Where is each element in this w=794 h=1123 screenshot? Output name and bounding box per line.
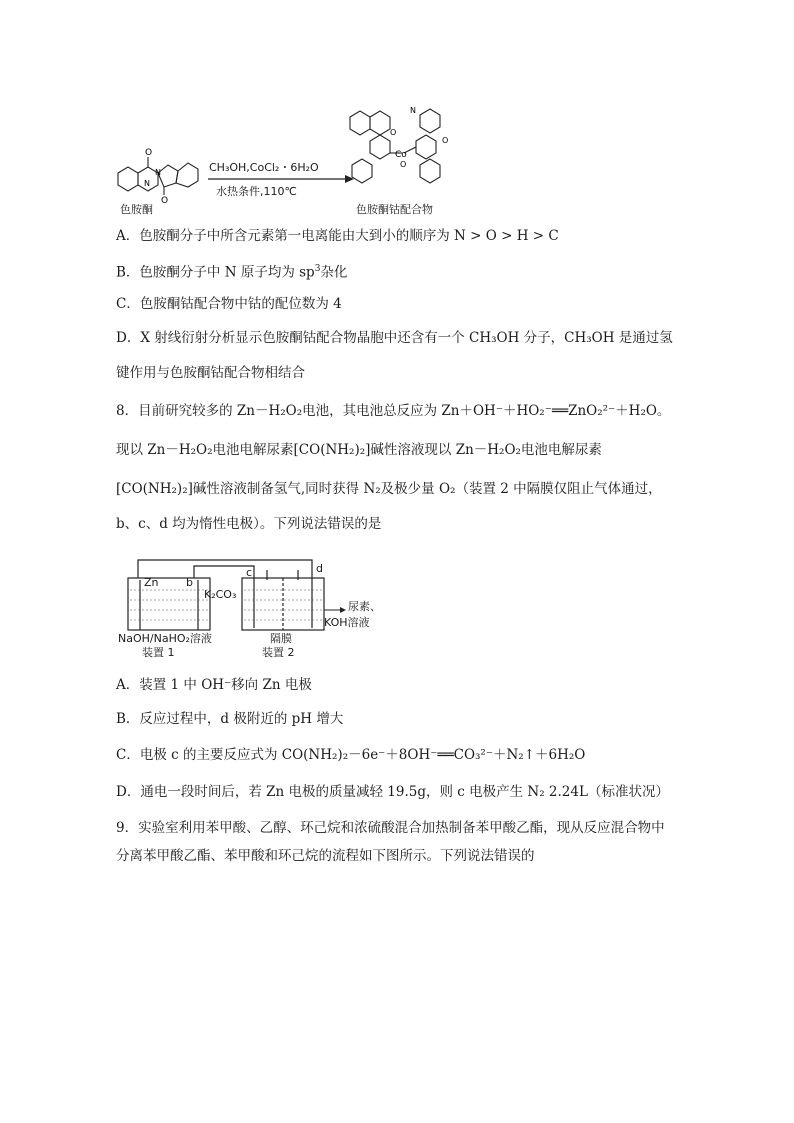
reactant-five-ring bbox=[158, 165, 178, 187]
label-membrane: 隔膜 bbox=[270, 632, 292, 645]
q7-option-b-tail: 杂化 bbox=[320, 264, 348, 281]
product-ring-a bbox=[350, 111, 370, 135]
reactant-n2: N bbox=[155, 168, 161, 177]
reaction-condition-top: CH₃OH,CoCl₂・6H₂O bbox=[209, 161, 319, 174]
q8-option-c: C．电极 c 的主要反应式为 CO(NH₂)₂－6e⁻＋8OH⁻══CO₃²⁻＋N₂↑＋6H₂O bbox=[116, 747, 586, 763]
reactant-o-bottom: O bbox=[161, 196, 169, 206]
q9-stem-line1: 9．实验室利用苯甲酸、乙醇、环己烷和浓硫酸混合加热制备苯甲酸乙酯，现从反应混合物中 bbox=[116, 820, 665, 836]
reactant-o-top: O bbox=[145, 148, 153, 158]
q8-stem-line2: 现以 Zn－H₂O₂电池电解尿素[CO(NH₂)₂]碱性溶液现以 Zn－H₂O₂电池电解尿素 bbox=[116, 442, 602, 458]
label-left-solution: NaOH/NaHO₂溶液 bbox=[118, 632, 212, 645]
label-device1: 装置 1 bbox=[142, 646, 175, 659]
wire-b-to-c bbox=[194, 566, 254, 578]
label-k2co3: K₂CO₃ bbox=[204, 588, 237, 601]
label-c: c bbox=[246, 566, 253, 579]
product-ring-g bbox=[420, 159, 440, 183]
product-label: 色胺酮钴配合物 bbox=[356, 203, 433, 216]
product-ring-c bbox=[370, 135, 390, 159]
q9-stem-line2: 分离苯甲酸乙酯、苯甲酸和环己烷的流程如下图所示。下列说法错误的 bbox=[116, 848, 535, 864]
label-koh: KOH溶液 bbox=[324, 616, 370, 629]
q8-option-d: D．通电一段时间后，若 Zn 电极的质量减轻 19.5g，则 c 电极产生 N₂ 2.24L（标准状况） bbox=[116, 784, 669, 800]
product-o1: O bbox=[390, 128, 397, 137]
label-b: b bbox=[186, 576, 193, 589]
product-ring-f bbox=[416, 135, 436, 159]
inlet-arrowhead bbox=[340, 607, 346, 613]
q7-option-b-text: B．色胺酮分子中 N 原子均为 sp bbox=[116, 264, 315, 281]
product-ring-e bbox=[420, 109, 440, 133]
product-n: N bbox=[410, 106, 416, 115]
q8-stem-line1: 8．目前研究较多的 Zn－H₂O₂电池，其电池总反应为 Zn＋OH⁻＋HO₂⁻══ZnO₂²⁻＋H₂O。 bbox=[116, 403, 671, 419]
q8-stem-line3: [CO(NH₂)₂]碱性溶液制备氢气,同时获得 N₂及极少量 O₂（装置 2 中隔膜仅阻止气体通过， bbox=[116, 481, 662, 497]
product-ring-b bbox=[370, 111, 390, 135]
product-ring-d bbox=[352, 159, 372, 183]
product-co: Co bbox=[395, 150, 407, 160]
q7-option-d-line2: 键作用与色胺酮钴配合物相结合 bbox=[116, 365, 305, 381]
reaction-condition-bottom: 水热条件,110℃ bbox=[216, 185, 297, 198]
q7-option-c: C．色胺酮钴配合物中钴的配位数为 4 bbox=[116, 296, 342, 312]
electrolysis-figure bbox=[112, 550, 392, 660]
reactant-n1: N bbox=[144, 179, 150, 188]
wire-zn-to-d bbox=[138, 560, 312, 578]
q8-stem-line4: b、c、d 均为惰性电极）。下列说法错误的是 bbox=[116, 516, 382, 532]
label-urea: 尿素、 bbox=[348, 600, 381, 613]
reactant-right-benzene bbox=[176, 163, 198, 187]
reactant-label: 色胺酮 bbox=[120, 203, 153, 216]
reaction-figure bbox=[100, 95, 460, 220]
label-d: d bbox=[316, 562, 323, 575]
q7-option-d-line1: D．X 射线衍射分析显示色胺酮钴配合物晶胞中还含有一个 CH₃OH 分子，CH₃OH 是通过氢 bbox=[116, 330, 673, 346]
product-o2: O bbox=[400, 160, 407, 169]
reactant-benzene-ring bbox=[118, 167, 138, 191]
q8-option-a: A．装置 1 中 OH⁻移向 Zn 电极 bbox=[116, 677, 312, 693]
q7-option-b bbox=[116, 259, 347, 283]
label-device2: 装置 2 bbox=[262, 646, 295, 659]
q8-option-b: B．反应过程中，d 极附近的 pH 增大 bbox=[116, 711, 344, 727]
q7-option-b-sup: 3 bbox=[314, 264, 321, 274]
product-o3: O bbox=[442, 136, 449, 145]
q7-option-a: A．色胺酮分子中所含元素第一电离能由大到小的顺序为 N > O > H > C bbox=[116, 228, 559, 244]
reaction-arrowhead bbox=[345, 175, 354, 183]
label-zn: Zn bbox=[144, 576, 159, 589]
